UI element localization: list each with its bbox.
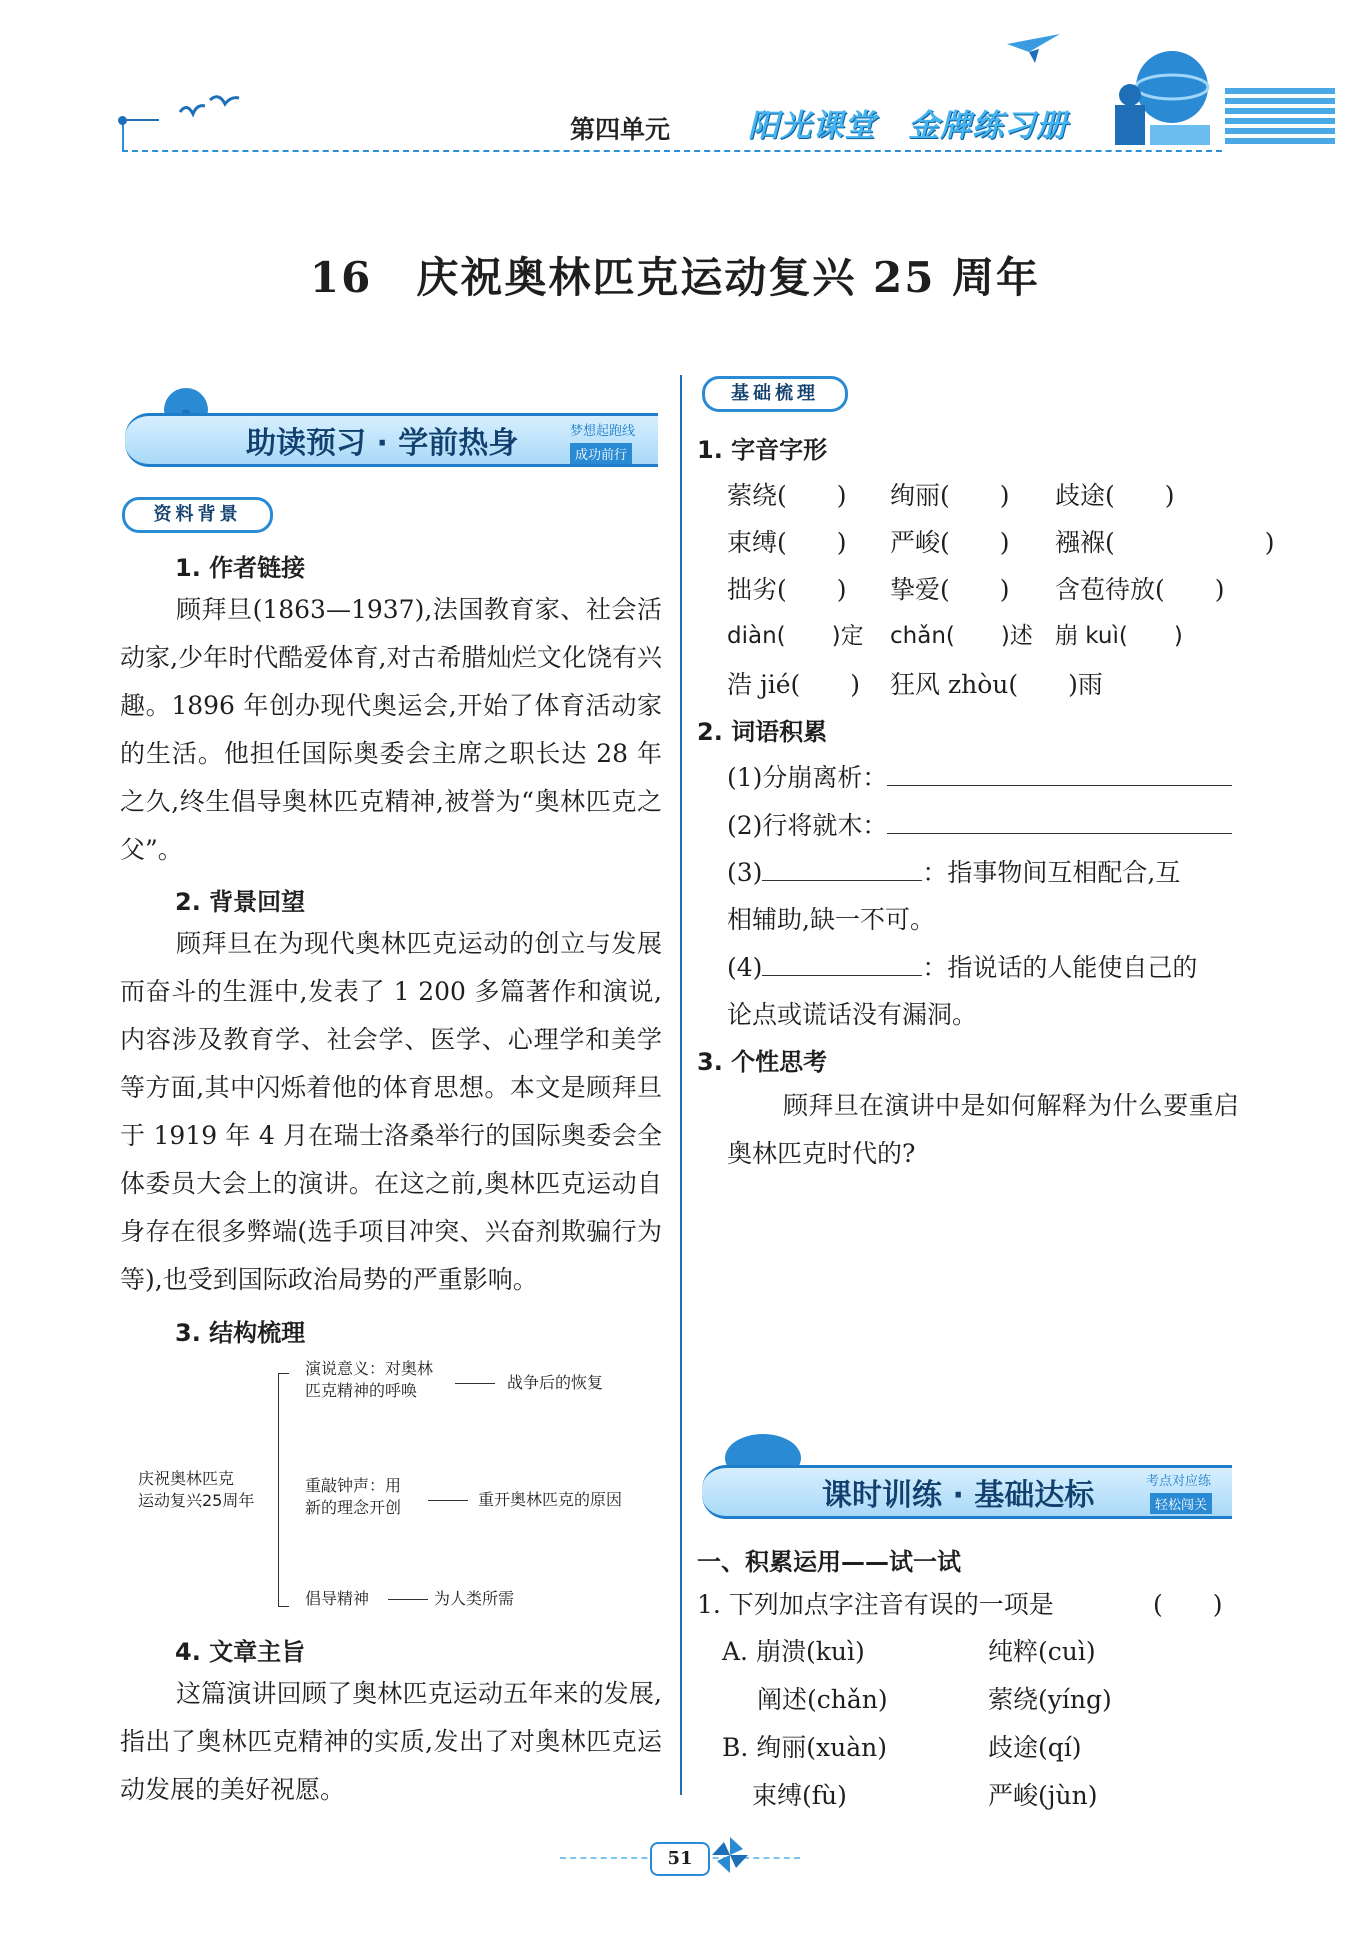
structure-root: 庆祝奥林匹克 运动复兴25周年 — [138, 1469, 255, 1510]
theme-heading: 4. 文章主旨 — [175, 1638, 306, 1666]
banner-practice-title: 课时训练 · 基础达标 — [822, 1478, 1095, 1513]
pill-background-info: 资料背景 — [122, 497, 273, 533]
lesson-title: 16 庆祝奥林匹克运动复兴 25 周年 — [309, 253, 1041, 302]
reading-boy-globe-icon — [1100, 45, 1220, 155]
option-a-1[interactable]: A. 崩溃(kuì) — [722, 1637, 865, 1666]
pinyin-item: 挚爱( ) — [890, 575, 1010, 604]
q3-heading: 3. 个性思考 — [697, 1048, 828, 1076]
structure-branch3: 倡导精神 — [305, 1589, 370, 1608]
connector-line — [455, 1383, 495, 1384]
theme-text: 这篇演讲回顾了奥林匹克运动五年来的发展,指出了奥林匹克精神的实质,发出了对奥林匹克运动发展的美好祝愿。 — [120, 1679, 662, 1804]
pinyin-item: 拙劣( ) — [727, 575, 847, 604]
answer-blank[interactable] — [762, 975, 922, 976]
paper-plane-icon — [1005, 30, 1065, 65]
pinwheel-icon — [705, 1835, 755, 1875]
vocab-item-1: (1)分崩离析： — [727, 758, 1232, 794]
q3-text: 顾拜旦在演讲中是如何解释为什么要重启奥林匹克时代的? — [727, 1091, 1239, 1168]
structure-branch3-result: 为人类所需 — [434, 1589, 515, 1608]
pinyin-item: 严峻( ) — [890, 528, 1010, 557]
q2-heading: 2. 词语积累 — [697, 718, 828, 746]
banner-preview-title: 助读预习 · 学前热身 — [246, 426, 519, 461]
pinyin-item: 狂风 zhòu( )雨 — [890, 670, 1103, 699]
structure-heading: 3. 结构梳理 — [175, 1319, 306, 1347]
pinyin-item: 萦绕( ) — [727, 481, 847, 510]
vocab-item-3-cont: 相辅助,缺一不可。 — [727, 905, 935, 934]
banner-preview-tag1: 梦想起跑线 — [570, 424, 636, 439]
option-b-1[interactable]: B. 绚丽(xuàn) — [722, 1733, 887, 1762]
header-dot — [118, 116, 127, 125]
author-link-heading: 1. 作者链接 — [175, 554, 306, 582]
pinyin-item: 含苞待放( ) — [1055, 575, 1225, 604]
banner-practice-tag1: 考点对应练 — [1146, 1474, 1212, 1489]
pinyin-item: 崩 kuì( ) — [1055, 623, 1183, 649]
connector-line — [388, 1599, 428, 1600]
q1-heading: 1. 字音字形 — [697, 436, 828, 464]
pinyin-item: chǎn( )述 — [890, 623, 1033, 649]
vocab-item-3: (3) ：指事物间互相配合,互 — [727, 858, 1181, 887]
pinyin-item: diàn( )定 — [727, 623, 864, 649]
option-a-3: 阐述(chǎn) — [757, 1685, 888, 1714]
background-heading: 2. 背景回望 — [175, 888, 306, 916]
answer-blank[interactable] — [887, 833, 1232, 834]
answer-blank[interactable] — [887, 785, 1232, 786]
pinyin-item: 浩 jié( ) — [727, 670, 860, 699]
background-text: 顾拜旦在为现代奥林匹克运动的创立与发展而奋斗的生涯中,发表了 1 200 多篇著作和演说,内容涉及教育学、社会学、医学、心理学和美学等方面,其中闪烁着他的体育思想。本文是顾拜旦于 1919 年 4 月在瑞士洛桑举行的国际奥委会全体委员大会上的演讲。在这之前,奥林匹克运动自身存在很多弊端(选手项目冲突、兴奋剂欺骗行为等),也受到国际政治局势的严重影响。 — [120, 929, 662, 1294]
pinyin-item: 歧途( ) — [1055, 481, 1175, 510]
vocab-item-2: (2)行将就木： — [727, 806, 1232, 842]
header-dot-line — [127, 119, 159, 121]
answer-paren[interactable]: ( ) — [1153, 1590, 1223, 1619]
brand-title: 阳光课堂 金牌练习册 — [748, 108, 1068, 144]
structure-brace — [278, 1373, 289, 1607]
banner-practice-tag2: 轻松闯关 — [1150, 1493, 1212, 1514]
structure-branch2: 重敲钟声：用 新的理念开创 — [305, 1476, 402, 1517]
unit-label: 第四单元 — [570, 115, 671, 144]
connector-line — [428, 1500, 468, 1501]
vocab-item-4: (4) ：指说话的人能使自己的 — [727, 953, 1198, 982]
option-a-2: 纯粹(cuì) — [988, 1637, 1096, 1666]
structure-branch1-result: 战争后的恢复 — [507, 1373, 604, 1392]
birds-icon — [175, 92, 245, 132]
option-b-3: 束缚(fù) — [752, 1781, 847, 1810]
page-number: 51 — [650, 1842, 710, 1876]
vocab-item-4-cont: 论点或谎话没有漏洞。 — [727, 1000, 978, 1029]
exercise-question: 1. 下列加点字注音有误的一项是 — [697, 1590, 1054, 1619]
pinyin-item: 绚丽( ) — [890, 481, 1010, 510]
pinyin-item: 束缚( ) — [727, 528, 847, 557]
author-link-text: 顾拜旦(1863—1937),法国教育家、社会活动家,少年时代酷爱体育,对古希腊灿烂文化饶有兴趣。1896 年创办现代奥运会,开始了体育活动家的生活。他担任国际奥委会主席之职长达 28 年之久,终生倡导奥林匹克精神,被誉为“奥林匹克之父”。 — [120, 595, 662, 864]
option-b-2: 歧途(qí) — [988, 1733, 1082, 1762]
pill-basics: 基础梳理 — [702, 376, 848, 412]
structure-branch2-result: 重开奥林匹克的原因 — [478, 1490, 623, 1509]
exercise-section-heading: 一、积累运用——试一试 — [697, 1548, 961, 1576]
pinyin-item: 襁褓( ) — [1055, 528, 1275, 557]
header-stripes — [1225, 88, 1335, 154]
answer-blank[interactable] — [762, 880, 922, 881]
column-divider — [680, 375, 682, 1795]
option-a-4: 萦绕(yíng) — [988, 1685, 1112, 1714]
structure-branch1: 演说意义：对奥林 匹克精神的呼唤 — [305, 1359, 434, 1400]
banner-preview-tag2: 成功前行 — [570, 443, 632, 464]
option-b-4: 严峻(jùn) — [988, 1781, 1098, 1810]
